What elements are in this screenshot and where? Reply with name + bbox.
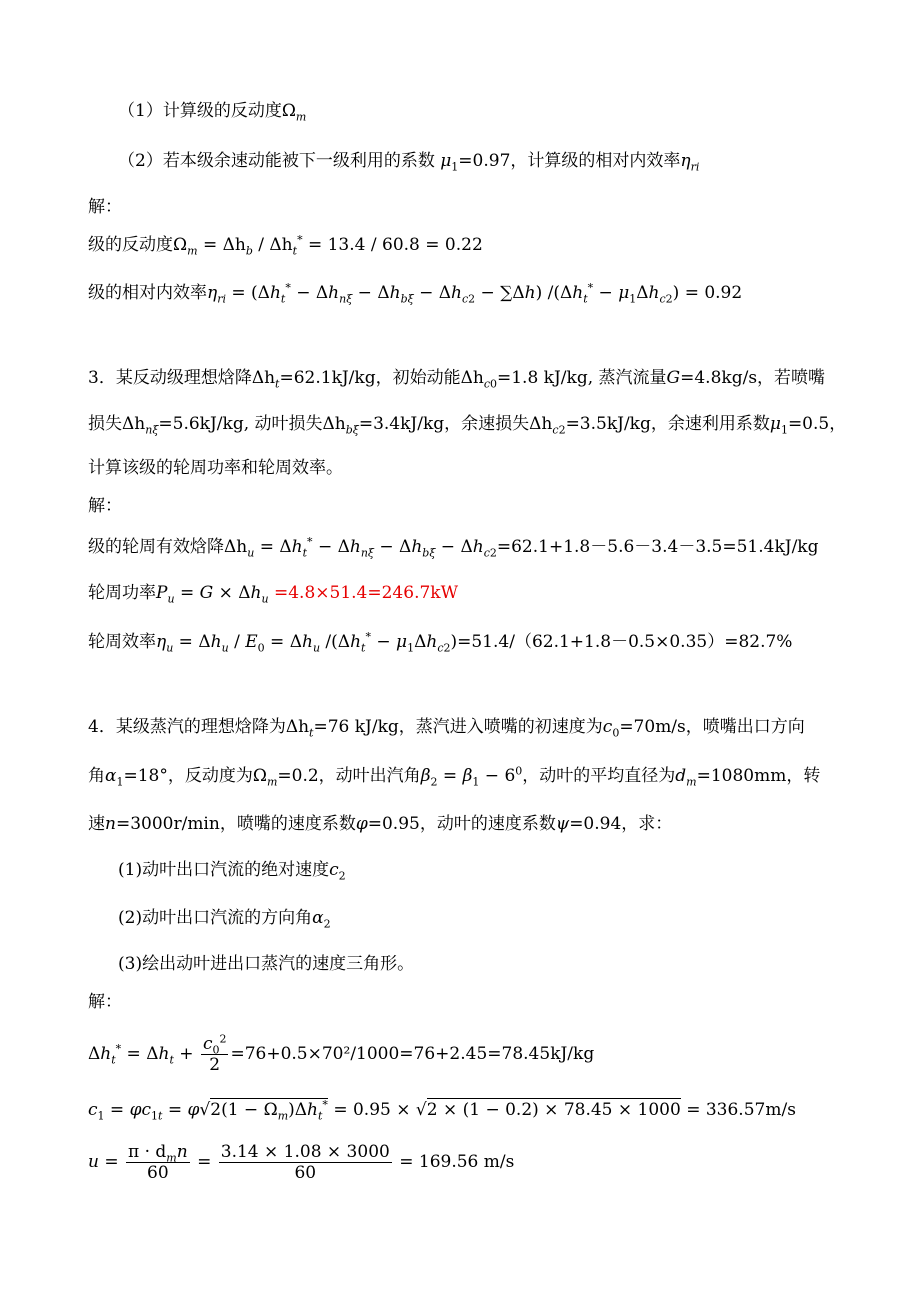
q3-blade-efficiency: 轮周效率$\eta_u = \Delta h_u / E_0 = \Delta h_u$ $/(\Delta h_t^* - \mu_1\Delta h_{c2})=51.4/(62.1+1.8-0.5\times 0.35)=82.7\%$ xyxy=(88,630,793,655)
q4-item-2: (2)动叶出口汽流的方向角$\alpha_2$ xyxy=(118,908,331,931)
q2-item-1: （1）计算级的反动度$\Omega_m$ xyxy=(118,101,307,124)
q2-answer-label: 解： xyxy=(88,197,122,217)
q4-answer-label: 解： xyxy=(88,992,122,1012)
q4-text-line-1: 4．某级蒸汽的理想焓降为$\Delta h_t=76$ kJ/kg，蒸汽进入喷嘴的初速度为$c_0=70m/s$，喷嘴出口方向 xyxy=(88,717,805,740)
q4-blade-speed: u = $\frac{\pi \cdot d_mn}{60}$ = $\frac{3.14 \times 1.08 \times 3000}{60}$ = 169.56 m/s xyxy=(88,1142,515,1183)
q4-item-3: (3)绘出动叶进出口蒸汽的速度三角形。 xyxy=(118,954,415,974)
q4-text-line-2: 角$\alpha_1=18^\circ$，反动度为$\Omega_m=0.2$，动叶出汽角$\beta_2 = \beta_1 - 6^0$，动叶的平均直径为$d_m=1080mm$，转 xyxy=(88,764,821,789)
q4-text-line-3: 速n=3000r/min，喷嘴的速度系数φ=0.95，动叶的速度系数ψ=0.94，求： xyxy=(88,814,673,834)
q4-nozzle-velocity: $c_1 = \varphi c_{1t} = \varphi√2(1 - \Omega_m)\Delta h_t^* = 0.95 \times √2 \times (1 - 0.2) \times 78.45 \times 1000 = 336.57m/s$ xyxy=(88,1098,796,1123)
q3-text-line-1: 3．某反动级理想焓降$\Delta h_t=62.1kJ/kg$，初始动能$\Delta h_{c0}=1.8$ kJ/kg, 蒸汽流量G=4.8kg/s，若喷嘴 xyxy=(88,368,826,391)
q3-text-line-3: 计算该级的轮周功率和轮周效率。 xyxy=(88,458,343,478)
q3-blade-power: 轮周功率$P_u = G \times \Delta h_u =4.8\times 51.4=246.7kW$ xyxy=(88,583,459,606)
q3-blade-heat-drop: 级的轮周有效焓降$\Delta h_u = \Delta h_t^* - \Delta h_{n\xi} - \Delta h_{b\xi} - \Delta h_{c2}=62.1+1.8-5.6-3.4-3.5=51.4kJ/kg$ xyxy=(88,535,819,560)
q2-relative-efficiency: 级的相对内效率$\eta_{ri} = (\Delta h_t^* - \Delta h_{n\xi} - \Delta h_{b\xi} - \Delta h_{c2} - \sum\Delta h) /(\Delta h_t^* - \mu_1\Delta h_{c2}) = 0.92$ xyxy=(88,281,743,306)
q3-answer-label: 解： xyxy=(88,496,122,516)
q2-reaction-degree: 级的反动度$\Omega_m = \Delta h_b / \Delta h_t^* = 13.4 / 60.8 = 0.22$ xyxy=(88,233,483,258)
q4-stagnation-heat-drop: $\Delta h_t^* = \Delta h_t$ + $\frac{c_0^2}{2}$ =76+0.5×70²/1000=76+2.45=78.45kJ/kg xyxy=(88,1032,595,1075)
q4-item-1: (1)动叶出口汽流的绝对速度$c_2$ xyxy=(118,860,346,883)
q3-text-line-2: 损失$\Delta h_{n\xi}=5.6kJ/kg$, 动叶损失$\Delta h_{b\xi}=3.4kJ/kg$，余速损失$\Delta h_{c2}=3.5kJ/kg$，余速利用系数$\mu_1=0.5$， xyxy=(88,414,847,437)
q2-item-2: （2）若本级余速动能被下一级利用的系数 $\mu_1=0.97$，计算级的相对内效率$\eta_{ri}$ xyxy=(118,151,700,174)
